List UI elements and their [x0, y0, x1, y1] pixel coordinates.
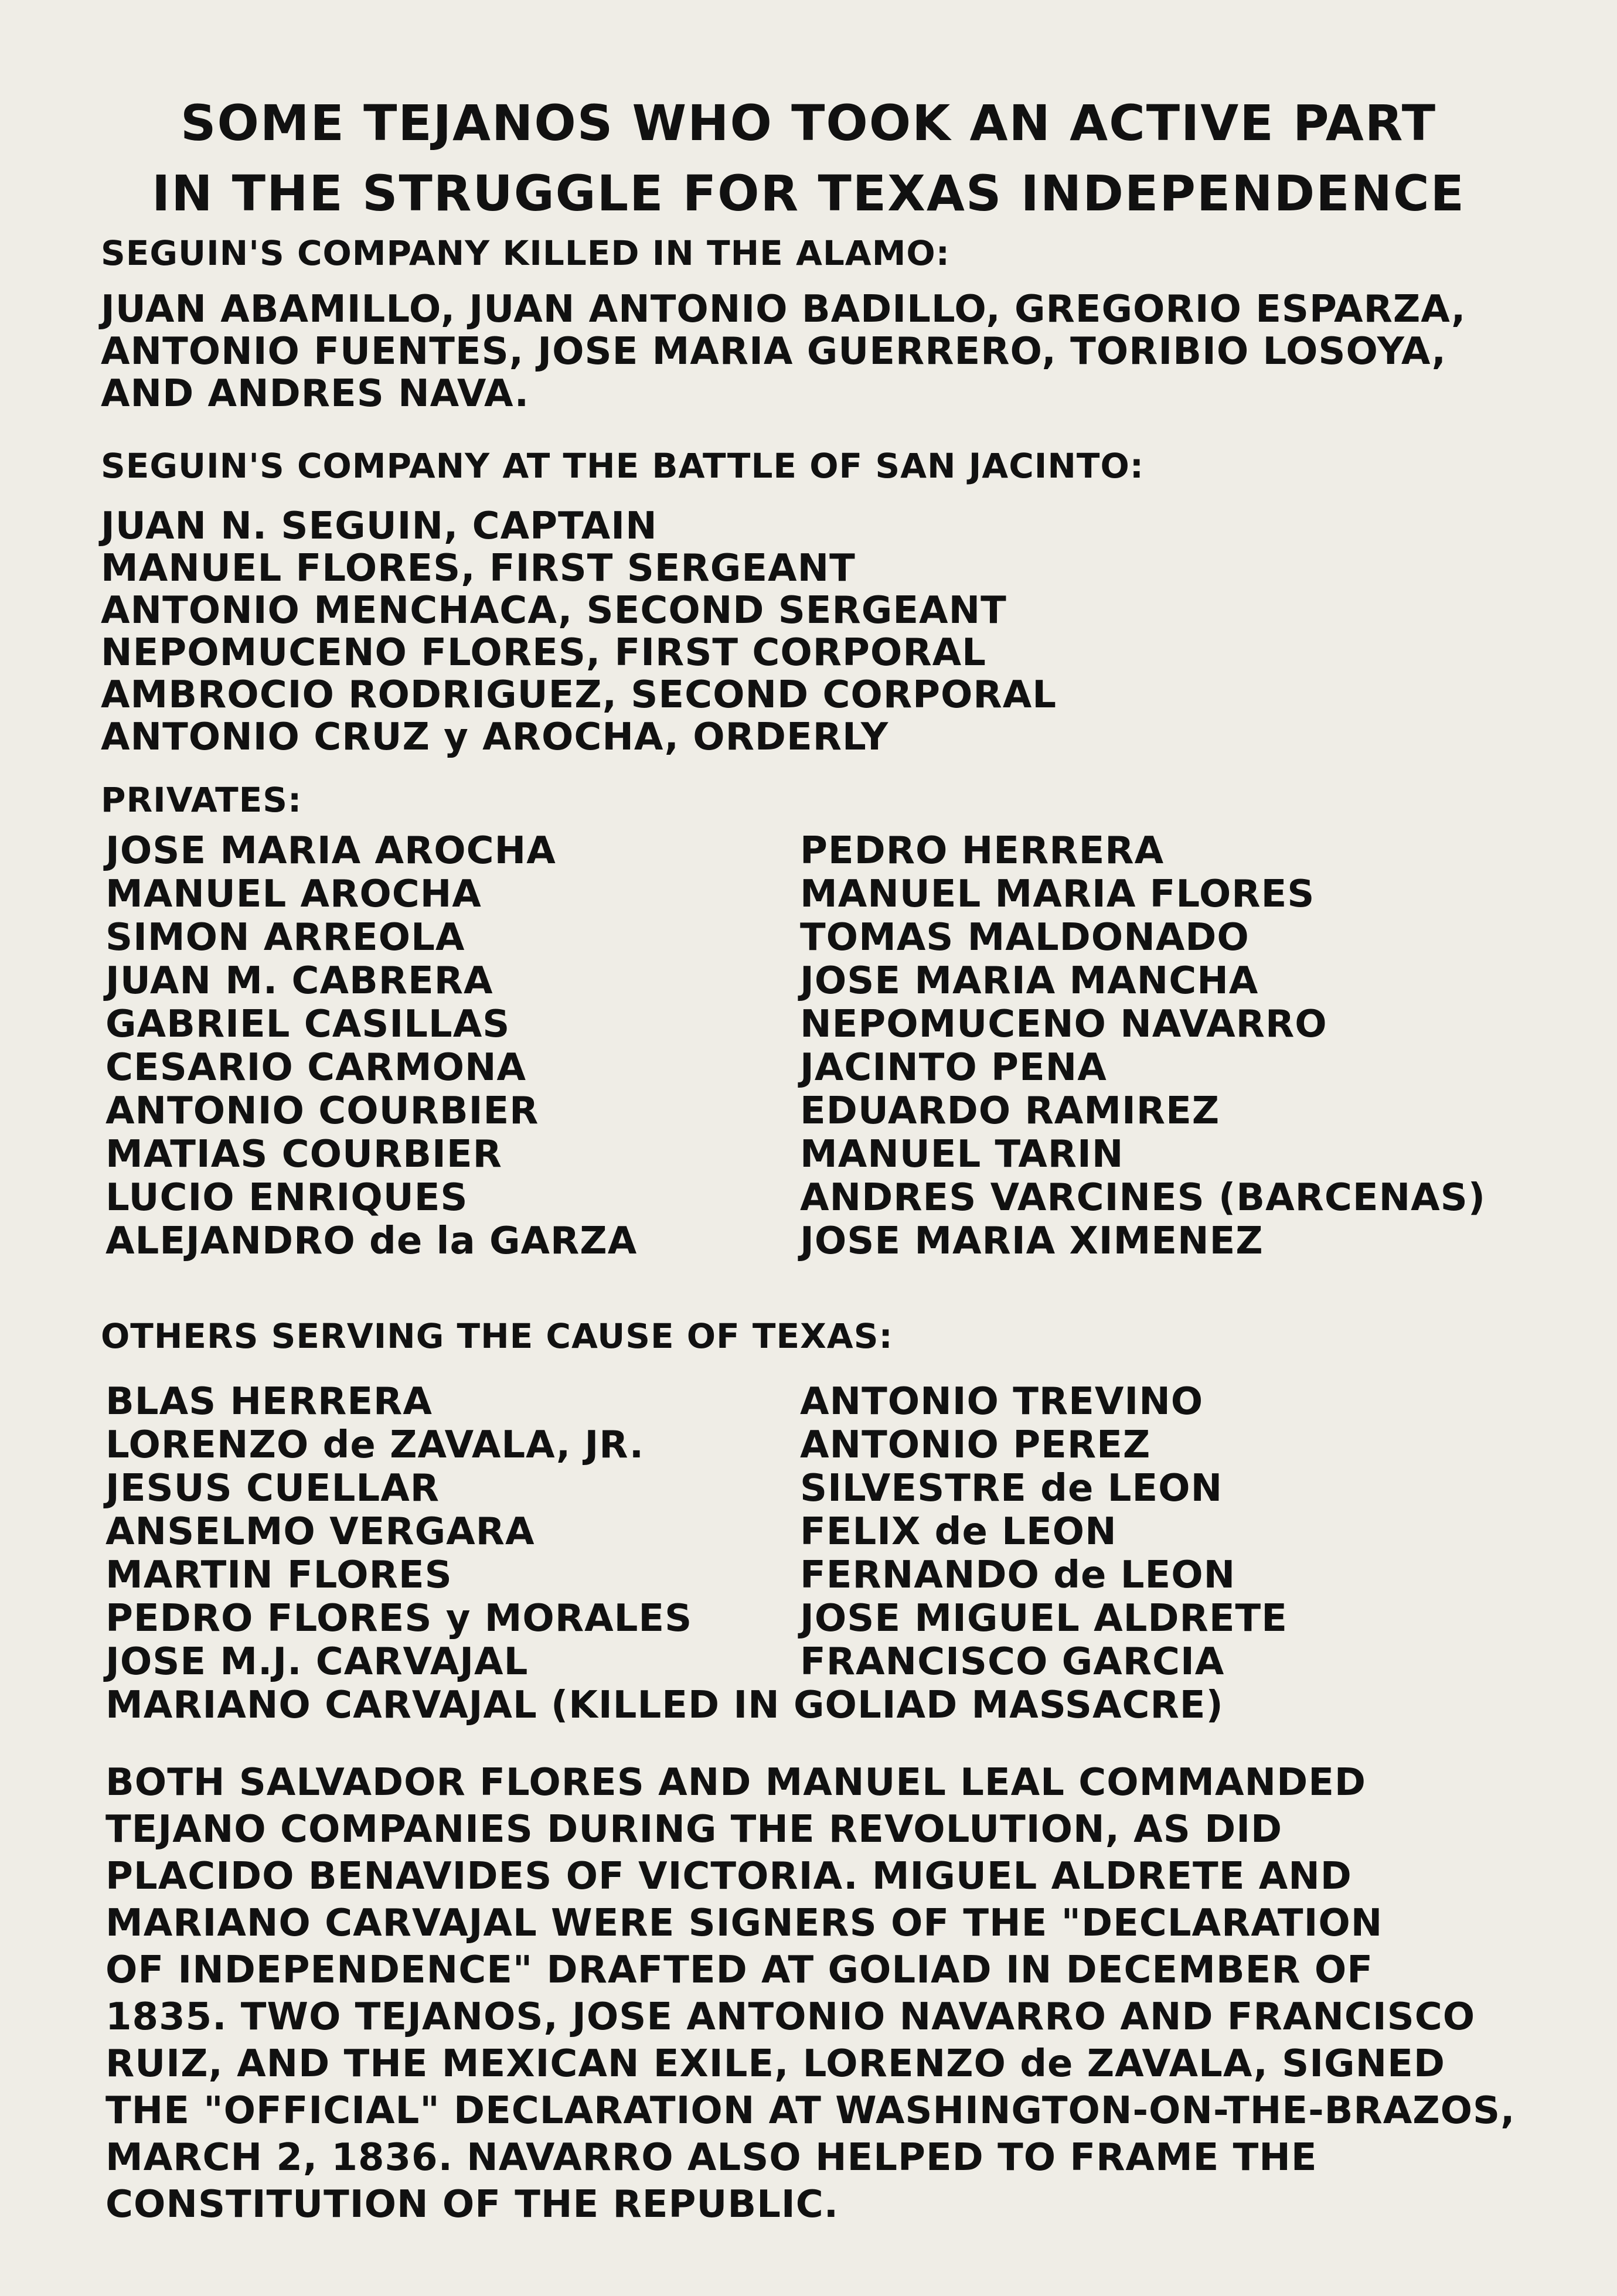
- other-name: LORENZO de ZAVALA, JR.: [105, 1423, 645, 1467]
- officer-line: JUAN N. SEGUIN, CAPTAIN: [101, 505, 658, 548]
- san-jacinto-officers: [101, 505, 1057, 758]
- private-name: JACINTO PENA: [800, 1046, 1107, 1089]
- private-name: MANUEL MARIA FLORES: [800, 873, 1315, 916]
- other-name: PEDRO FLORES y MORALES: [105, 1597, 693, 1640]
- private-name: NEPOMUCENO NAVARRO: [800, 1003, 1327, 1046]
- closing-paragraph: [105, 1759, 1515, 2228]
- other-name: FERNANDO de LEON: [800, 1554, 1236, 1597]
- other-name-full-width: MARIANO CARVAJAL (KILLED IN GOLIAD MASSACRE): [105, 1684, 1224, 1727]
- privates-right-column: [800, 829, 1486, 1263]
- privates-heading: PRIVATES:: [101, 780, 302, 820]
- title-line: IN THE STRUGGLE FOR TEXAS INDEPENDENCE: [151, 165, 1465, 222]
- other-name: MARTIN FLORES: [105, 1554, 452, 1597]
- paragraph-line: THE "OFFICIAL" DECLARATION AT WASHINGTON-ON-THE-BRAZOS,: [105, 2089, 1516, 2133]
- private-name: ANTONIO COURBIER: [105, 1089, 539, 1133]
- other-name: JESUS CUELLAR: [105, 1467, 440, 1510]
- paragraph-line: MARIANO CARVAJAL WERE SIGNERS OF THE "DECLARATION: [105, 1902, 1383, 1945]
- alamo-heading: SEGUIN'S COMPANY KILLED IN THE ALAMO:: [101, 233, 950, 273]
- others-right-column: [800, 1380, 1288, 1684]
- private-name: ANDRES VARCINES (BARCENAS): [800, 1176, 1486, 1219]
- other-name: ANSELMO VERGARA: [105, 1510, 535, 1554]
- other-name: ANTONIO TREVINO: [800, 1380, 1204, 1423]
- officer-line: ANTONIO MENCHACA, SECOND SERGEANT: [101, 589, 1007, 632]
- private-name: JOSE MARIA XIMENEZ: [800, 1219, 1264, 1263]
- private-name: MATIAS COURBIER: [105, 1133, 502, 1176]
- private-name: TOMAS MALDONADO: [800, 916, 1250, 959]
- officer-line: NEPOMUCENO FLORES, FIRST CORPORAL: [101, 631, 986, 675]
- private-name: LUCIO ENRIQUES: [105, 1176, 468, 1219]
- paragraph-line: RUIZ, AND THE MEXICAN EXILE, LORENZO de ZAVALA, SIGNED: [105, 2042, 1445, 2086]
- officer-line: MANUEL FLORES, FIRST SERGEANT: [101, 547, 856, 590]
- page-title: [0, 88, 1617, 229]
- others-heading: OTHERS SERVING THE CAUSE OF TEXAS:: [101, 1316, 893, 1356]
- alamo-names: [101, 288, 1466, 415]
- other-name: ANTONIO PEREZ: [800, 1423, 1151, 1467]
- private-name: EDUARDO RAMIREZ: [800, 1089, 1220, 1133]
- private-name: MANUEL AROCHA: [105, 873, 482, 916]
- title-line: SOME TEJANOS WHO TOOK AN ACTIVE PART: [180, 94, 1437, 152]
- other-name: FELIX de LEON: [800, 1510, 1117, 1554]
- private-name: CESARIO CARMONA: [105, 1046, 527, 1089]
- other-name: BLAS HERRERA: [105, 1380, 433, 1423]
- alamo-line: ANTONIO FUENTES, JOSE MARIA GUERRERO, TORIBIO LOSOYA,: [101, 330, 1446, 373]
- other-name: SILVESTRE de LEON: [800, 1467, 1223, 1510]
- alamo-line: JUAN ABAMILLO, JUAN ANTONIO BADILLO, GREGORIO ESPARZA,: [101, 288, 1466, 331]
- privates-left-column: [105, 829, 637, 1263]
- private-name: GABRIEL CASILLAS: [105, 1003, 510, 1046]
- private-name: JOSE MARIA MANCHA: [800, 959, 1259, 1003]
- paragraph-line: CONSTITUTION OF THE REPUBLIC.: [105, 2183, 839, 2226]
- paragraph-line: OF INDEPENDENCE" DRAFTED AT GOLIAD IN DECEMBER OF: [105, 1948, 1373, 1992]
- private-name: MANUEL TARIN: [800, 1133, 1124, 1176]
- paragraph-line: PLACIDO BENAVIDES OF VICTORIA. MIGUEL ALDRETE AND: [105, 1855, 1352, 1898]
- private-name: JOSE MARIA AROCHA: [105, 829, 556, 873]
- private-name: ALEJANDRO de la GARZA: [105, 1219, 638, 1263]
- officer-line: ANTONIO CRUZ y AROCHA, ORDERLY: [101, 716, 889, 759]
- other-name: FRANCISCO GARCIA: [800, 1640, 1225, 1684]
- paragraph-line: BOTH SALVADOR FLORES AND MANUEL LEAL COMMANDED: [105, 1761, 1367, 1804]
- san-jacinto-heading: SEGUIN'S COMPANY AT THE BATTLE OF SAN JACINTO:: [101, 446, 1144, 486]
- officer-line: AMBROCIO RODRIGUEZ, SECOND CORPORAL: [101, 673, 1057, 717]
- paragraph-line: MARCH 2, 1836. NAVARRO ALSO HELPED TO FRAME THE: [105, 2136, 1318, 2179]
- private-name: JUAN M. CABRERA: [105, 959, 493, 1003]
- private-name: SIMON ARREOLA: [105, 916, 465, 959]
- alamo-line: AND ANDRES NAVA.: [101, 372, 530, 415]
- private-name: PEDRO HERRERA: [800, 829, 1165, 873]
- other-name: JOSE M.J. CARVAJAL: [105, 1640, 529, 1684]
- paragraph-line: TEJANO COMPANIES DURING THE REVOLUTION, AS DID: [105, 1808, 1283, 1851]
- paragraph-line: 1835. TWO TEJANOS, JOSE ANTONIO NAVARRO AND FRANCISCO: [105, 1995, 1476, 2039]
- other-name: JOSE MIGUEL ALDRETE: [800, 1597, 1288, 1640]
